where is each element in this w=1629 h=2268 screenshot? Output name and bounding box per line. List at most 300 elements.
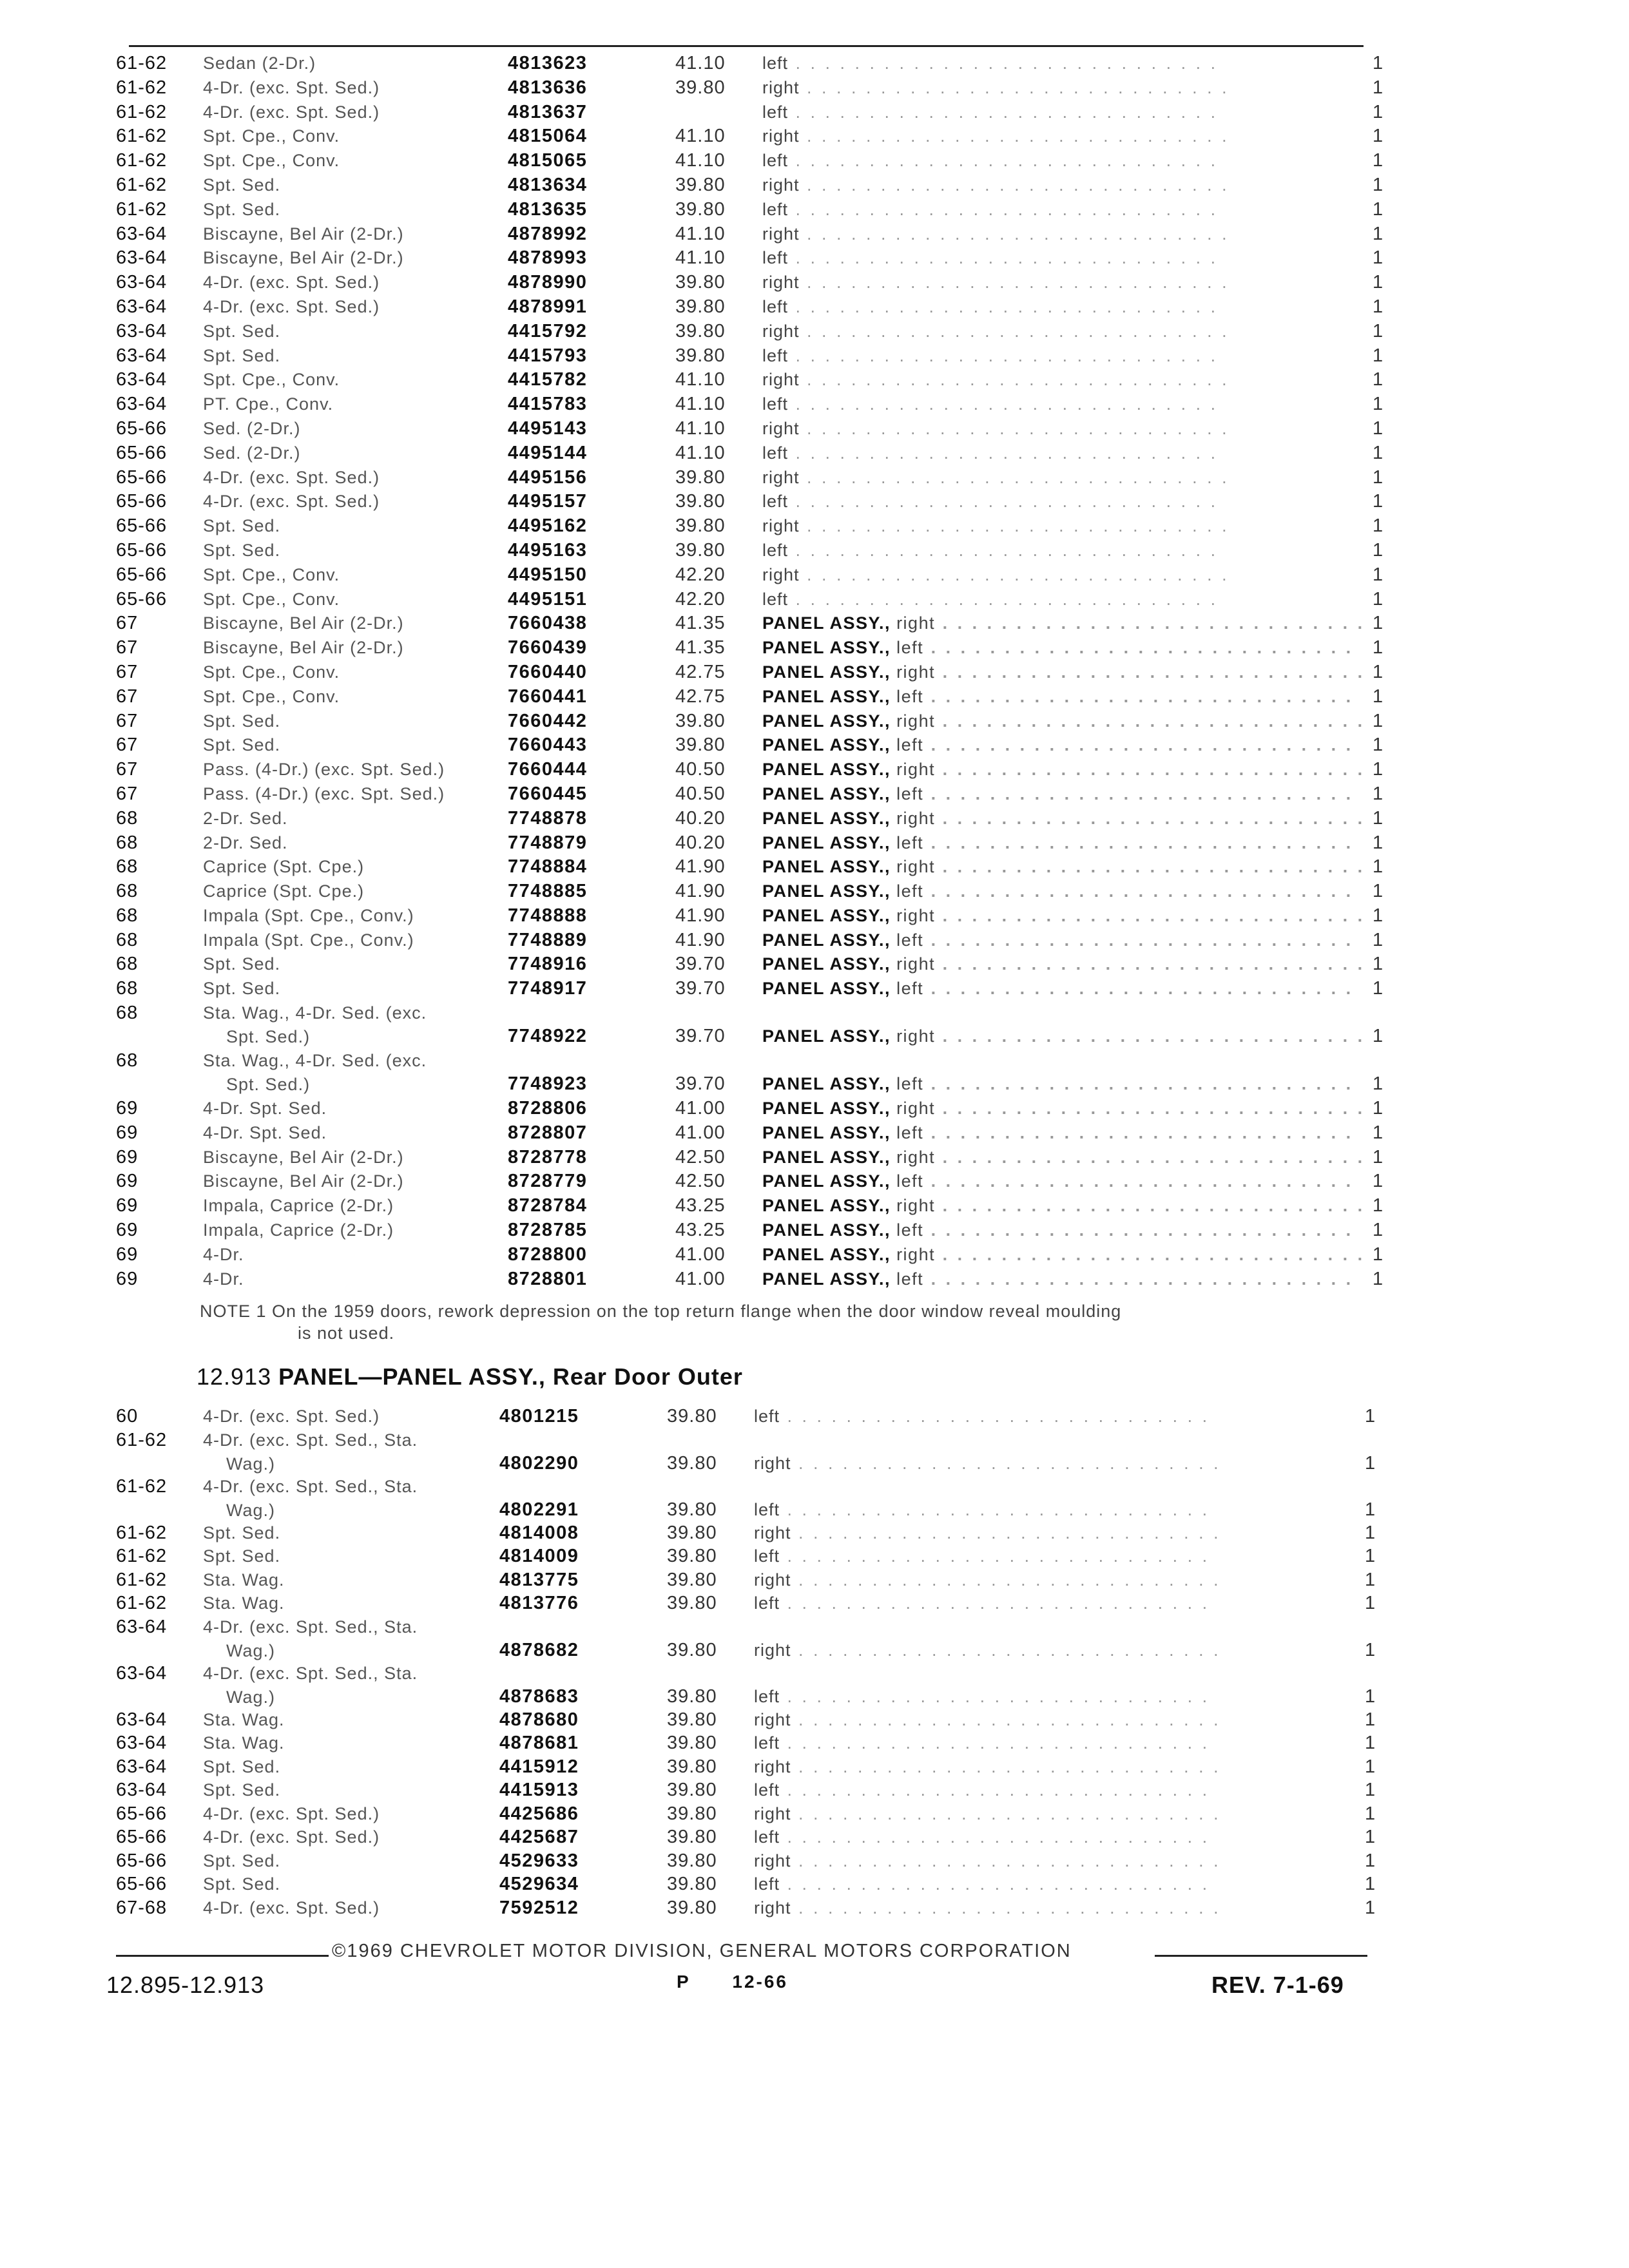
- reference-number: 41.90: [675, 929, 726, 950]
- leader-dots: . . . . . . . . . . . . . . . . . . . . . . . . . . . . .: [799, 418, 1229, 438]
- description-text: left: [754, 1780, 780, 1800]
- part-number: 4802291: [499, 1499, 579, 1520]
- reference-number: 39.80: [667, 1733, 717, 1753]
- part-number: 7748916: [508, 954, 588, 975]
- model-cell: [203, 124, 551, 148]
- reference-number: 39.80: [675, 735, 726, 756]
- description-cell: [754, 1639, 1221, 1662]
- model-text: Spt. Cpe., Conv.: [203, 370, 340, 390]
- leader-dots: . . . . . . . . . . . . . . . . . . . . . . . . . . . . .: [788, 443, 1219, 463]
- year-cell: 69: [116, 1268, 139, 1289]
- description-text: left: [754, 1874, 780, 1894]
- year-cell: 61-62: [116, 101, 168, 122]
- description-cell: [754, 1825, 1210, 1849]
- model-cell: [203, 417, 551, 441]
- leader-dots: . . . . . . . . . . . . . . . . . . . . . . . . . . . . .: [788, 540, 1219, 560]
- description-text: left: [754, 1593, 780, 1613]
- quantity: 1: [1373, 661, 1383, 682]
- reference-number: 39.80: [667, 1639, 717, 1660]
- leader-dots: . . . . . . . . . . . . . . . . . . . . . . . . . . . . .: [788, 296, 1219, 316]
- table-row: [116, 1896, 1411, 1920]
- quantity: 1: [1373, 223, 1383, 244]
- description-cell: [762, 1194, 1365, 1218]
- leader-dots: . . . . . . . . . . . . . . . . . . . . . . . . . . . . .: [780, 1827, 1210, 1847]
- quantity: 1: [1365, 1546, 1376, 1566]
- description-text: PANEL ASSY.,: [762, 857, 891, 877]
- description-cell: [762, 1267, 1353, 1292]
- table-row: [116, 709, 1411, 734]
- description-text: PANEL ASSY.,: [762, 1074, 891, 1094]
- model-cell: [203, 660, 551, 684]
- year-cell: 63-64: [116, 223, 168, 244]
- model-text: Spt. Sed.: [203, 1523, 281, 1542]
- model-cell: [203, 1872, 551, 1896]
- part-number: 4878993: [508, 247, 588, 269]
- leader-dots: . . . . . . . . . . . . . . . . . . . . . . . . . . . . .: [935, 1196, 1365, 1216]
- description-text: PANEL ASSY.,: [762, 662, 891, 682]
- side-text: left: [891, 783, 924, 803]
- model-text: 4-Dr. (exc. Spt. Sed.): [203, 77, 380, 97]
- model-text: Spt. Sed.: [203, 1546, 281, 1566]
- description-cell: [762, 977, 1353, 1001]
- quantity: 1: [1373, 1122, 1383, 1143]
- model-cell: [203, 977, 551, 1001]
- year-cell: 67: [116, 661, 139, 682]
- table-row: [116, 1778, 1411, 1802]
- model-cell: [203, 879, 551, 903]
- year-cell: 67: [116, 735, 139, 756]
- year-cell: 68: [116, 832, 139, 853]
- part-number: 7660441: [508, 686, 588, 707]
- copyright-notice: ©1969 CHEVROLET MOTOR DIVISION, GENERAL MOTORS CORPORATION: [332, 1941, 1072, 1961]
- description-cell: [762, 514, 1229, 539]
- page-number-value: 12-66: [732, 1972, 788, 1992]
- table-row: [116, 76, 1411, 101]
- side-text: left: [891, 1171, 924, 1191]
- year-cell: 63-64: [116, 320, 168, 341]
- reference-number: 39.80: [667, 1593, 717, 1613]
- part-number: 4814008: [499, 1522, 579, 1543]
- year-cell: 68: [116, 807, 139, 829]
- part-number: 4815064: [508, 126, 588, 147]
- model-text: Spt. Sed.: [203, 199, 281, 219]
- year-cell: 63-64: [116, 1756, 168, 1777]
- model-text: 2-Dr. Sed.: [203, 808, 288, 828]
- part-number: 7660444: [508, 759, 588, 780]
- year-cell: 65-66: [116, 1803, 168, 1824]
- description-cell: [762, 660, 1365, 685]
- description-text: PANEL ASSY.,: [762, 1171, 891, 1191]
- reference-number: 39.70: [675, 1026, 726, 1047]
- description-text: PANEL ASSY.,: [762, 979, 891, 999]
- reference-number: 41.35: [675, 637, 726, 658]
- model-cell: [203, 1615, 551, 1663]
- leader-dots: . . . . . . . . . . . . . . . . . . . . . . . . . . . . .: [923, 686, 1354, 706]
- model-text: Sedan (2-Dr.): [203, 53, 316, 73]
- section-panel-title: PANEL—PANEL ASSY.,: [278, 1363, 546, 1390]
- year-cell: 63-64: [116, 1733, 168, 1753]
- table-row: [116, 1001, 1411, 1049]
- model-cell: [203, 1825, 551, 1849]
- quantity: 1: [1373, 515, 1383, 537]
- description-cell: [762, 1097, 1365, 1121]
- model-cell: [203, 928, 551, 952]
- reference-number: 40.50: [675, 783, 726, 804]
- reference-number: 41.35: [675, 613, 726, 634]
- leader-dots: . . . . . . . . . . . . . . . . . . . . . . . . . . . . .: [788, 492, 1219, 512]
- quantity: 1: [1373, 296, 1383, 317]
- description-cell: [754, 1708, 1221, 1732]
- part-number: 4495163: [508, 539, 588, 561]
- model-cell: [203, 320, 551, 343]
- description-text: left: [754, 1827, 780, 1847]
- description-text: right: [762, 126, 800, 146]
- description-cell: [762, 563, 1229, 588]
- leader-dots: . . . . . . . . . . . . . . . . . . . . . . . . . . . . .: [780, 1593, 1210, 1613]
- table-row: [116, 1428, 1411, 1475]
- reference-number: 39.80: [675, 174, 726, 195]
- table-row: [116, 1568, 1411, 1592]
- year-cell: 61-62: [116, 1569, 168, 1590]
- model-text: Spt. Cpe., Conv.: [203, 151, 340, 171]
- table-row: [116, 441, 1411, 466]
- part-number: 4495150: [508, 564, 588, 585]
- year-cell: 69: [116, 1220, 139, 1241]
- leader-dots: . . . . . . . . . . . . . . . . . . . . . . . . . . . . .: [935, 760, 1365, 780]
- model-text-continued: Wag.): [226, 1640, 276, 1660]
- model-text: Biscayne, Bel Air (2-Dr.): [203, 638, 404, 658]
- part-number: 4529634: [499, 1874, 579, 1894]
- model-cell: [203, 1755, 551, 1779]
- description-cell: [762, 222, 1229, 247]
- model-text: Spt. Sed.: [203, 1780, 281, 1800]
- description-text: left: [754, 1546, 780, 1566]
- side-text: left: [891, 930, 924, 950]
- side-text: left: [891, 1122, 924, 1142]
- description-cell: [762, 1243, 1365, 1267]
- table-row: [116, 320, 1411, 344]
- part-number: 4415793: [508, 345, 588, 366]
- reference-number: 41.10: [675, 394, 726, 415]
- table-row: [116, 271, 1411, 295]
- description-text: PANEL ASSY.,: [762, 735, 891, 755]
- description-cell: [762, 417, 1229, 441]
- part-number: 4813776: [499, 1593, 579, 1613]
- leader-dots: . . . . . . . . . . . . . . . . . . . . . . . . . . . . .: [799, 77, 1229, 97]
- description-cell: [754, 1452, 1221, 1475]
- description-text: PANEL ASSY.,: [762, 1147, 891, 1167]
- part-number: 7748917: [508, 978, 588, 999]
- reference-number: 41.00: [675, 1098, 726, 1119]
- leader-dots: . . . . . . . . . . . . . . . . . . . . . . . . . . . . .: [923, 1074, 1354, 1094]
- footnote: [200, 1300, 1334, 1344]
- description-text: left: [762, 199, 789, 219]
- table-row: [116, 1591, 1411, 1615]
- reference-number: 41.00: [675, 1122, 726, 1143]
- quantity: 1: [1373, 759, 1383, 780]
- description-cell: [762, 441, 1218, 466]
- description-cell: [762, 904, 1365, 928]
- reference-number: 39.80: [675, 198, 726, 220]
- leader-dots: . . . . . . . . . . . . . . . . . . . . . . . . . . . . .: [923, 930, 1354, 950]
- description-text: right: [762, 516, 800, 536]
- part-number: 4813775: [499, 1569, 579, 1590]
- model-text: Spt. Cpe., Conv.: [203, 686, 340, 706]
- model-text: Impala (Spt. Cpe., Conv.): [203, 930, 414, 950]
- model-text: 4-Dr. (exc. Spt. Sed.): [203, 467, 380, 487]
- reference-number: 39.80: [667, 1709, 717, 1730]
- side-text: left: [891, 638, 924, 658]
- quantity: 1: [1373, 735, 1383, 756]
- model-text: Spt. Sed.: [203, 979, 281, 999]
- description-cell: [762, 1121, 1353, 1146]
- revision-date: REV. 7-1-69: [1211, 1972, 1344, 1998]
- model-text: Sta. Wag.: [203, 1593, 285, 1613]
- quantity: 1: [1365, 1593, 1376, 1613]
- side-text: right: [891, 711, 936, 731]
- part-number: 8728784: [508, 1195, 588, 1216]
- reference-number: 39.80: [667, 1499, 717, 1520]
- part-number: 4815065: [508, 150, 588, 171]
- reference-number: 42.50: [675, 1171, 726, 1192]
- year-cell: 69: [116, 1171, 139, 1192]
- model-cell: [203, 1544, 551, 1568]
- part-number: 4878683: [499, 1686, 579, 1707]
- year-cell: 61-62: [116, 174, 168, 195]
- part-number: 8728801: [508, 1268, 588, 1289]
- quantity: 1: [1373, 881, 1383, 902]
- description-cell: [754, 1685, 1210, 1709]
- quantity: 1: [1373, 710, 1383, 731]
- table-row: [116, 222, 1411, 247]
- reference-number: 39.80: [667, 1803, 717, 1824]
- model-cell: [203, 1849, 551, 1873]
- model-text: 4-Dr. (exc. Spt. Sed.): [203, 296, 380, 316]
- model-cell: [203, 1169, 551, 1193]
- reference-number: 39.80: [667, 1780, 717, 1800]
- side-text: right: [891, 905, 936, 925]
- table-row: [116, 879, 1411, 904]
- reference-number: 39.70: [675, 954, 726, 975]
- year-cell: 69: [116, 1195, 139, 1216]
- part-number: 7660438: [508, 613, 588, 634]
- model-text: Sta. Wag.: [203, 1709, 285, 1729]
- part-number: 7660439: [508, 637, 588, 658]
- reference-number: 41.00: [675, 1268, 726, 1289]
- description-text: right: [762, 564, 800, 584]
- model-text: 4-Dr. (exc. Spt. Sed., Sta.: [203, 1663, 418, 1683]
- table-row: [116, 1662, 1411, 1708]
- description-text: left: [762, 296, 789, 316]
- leader-dots: . . . . . . . . . . . . . . . . . . . . . . . . . . . . .: [923, 735, 1354, 755]
- model-cell: [203, 1475, 551, 1523]
- description-text: right: [762, 467, 800, 487]
- year-cell: 69: [116, 1098, 139, 1119]
- table-row: [116, 52, 1411, 76]
- description-text: PANEL ASSY.,: [762, 1122, 891, 1142]
- section-heading: [197, 1363, 743, 1390]
- model-cell: [203, 1405, 551, 1428]
- reference-number: 39.80: [675, 77, 726, 98]
- model-cell: [203, 514, 551, 538]
- model-text: 4-Dr. (exc. Spt. Sed.): [203, 1407, 380, 1426]
- model-cell: [203, 539, 551, 562]
- reference-number: 39.80: [667, 1452, 717, 1474]
- side-text: left: [891, 686, 924, 706]
- top-rule: [129, 45, 1364, 47]
- description-text: right: [762, 273, 800, 293]
- description-text: PANEL ASSY.,: [762, 1244, 891, 1264]
- footer-rule-left: [116, 1955, 329, 1957]
- description-cell: [754, 1896, 1221, 1920]
- year-cell: 63-64: [116, 1662, 168, 1684]
- side-text: left: [891, 1074, 924, 1094]
- model-text: Impala, Caprice (2-Dr.): [203, 1196, 394, 1216]
- part-number: 4495156: [508, 466, 588, 488]
- description-cell: [754, 1802, 1221, 1826]
- model-cell: [203, 831, 551, 855]
- section-code: 12.913: [197, 1363, 272, 1390]
- quantity: 1: [1373, 832, 1383, 853]
- model-cell: [203, 222, 551, 246]
- leader-dots: . . . . . . . . . . . . . . . . . . . . . . . . . . . . .: [923, 1269, 1354, 1289]
- footnote-line-1: NOTE 1 On the 1959 doors, rework depression on the top return flange when the door window reveal moulding: [200, 1302, 1122, 1321]
- description-cell: [762, 1146, 1365, 1170]
- description-text: right: [762, 224, 800, 244]
- part-number: 4529633: [499, 1850, 579, 1871]
- quantity: 1: [1373, 174, 1383, 195]
- part-number: 4415792: [508, 320, 588, 341]
- description-cell: [754, 1544, 1210, 1568]
- page-letter: P: [677, 1972, 691, 1992]
- model-text: 4-Dr. (exc. Spt. Sed.): [203, 102, 380, 122]
- model-cell: [203, 344, 551, 368]
- part-number: 4878680: [499, 1709, 579, 1730]
- year-cell: 67: [116, 759, 139, 780]
- model-cell: [203, 1662, 551, 1709]
- model-text: Spt. Sed.: [203, 711, 281, 731]
- reference-number: 40.20: [675, 832, 726, 853]
- quantity: 1: [1373, 394, 1383, 415]
- leader-dots: . . . . . . . . . . . . . . . . . . . . . . . . . . . . .: [799, 321, 1229, 341]
- quantity: 1: [1373, 564, 1383, 585]
- year-cell: 61-62: [116, 198, 168, 220]
- year-cell: 63-64: [116, 345, 168, 366]
- side-text: left: [891, 979, 924, 999]
- quantity: 1: [1373, 929, 1383, 950]
- part-number: 8728807: [508, 1122, 588, 1143]
- part-number: 4813636: [508, 77, 588, 98]
- quantity: 1: [1373, 272, 1383, 293]
- quantity: 1: [1365, 1803, 1376, 1824]
- description-text: PANEL ASSY.,: [762, 905, 891, 925]
- model-cell: [203, 76, 551, 100]
- leader-dots: . . . . . . . . . . . . . . . . . . . . . . . . . . . . .: [799, 467, 1229, 487]
- description-text: PANEL ASSY.,: [762, 686, 891, 706]
- description-text: PANEL ASSY.,: [762, 760, 891, 780]
- table-row: [116, 1708, 1411, 1732]
- year-cell: 67: [116, 686, 139, 707]
- table-row: [116, 831, 1411, 856]
- model-cell: [203, 636, 551, 660]
- quantity: 1: [1373, 1195, 1383, 1216]
- part-number: 4813623: [508, 53, 588, 73]
- description-text: right: [754, 1640, 791, 1660]
- description-text: PANEL ASSY.,: [762, 832, 891, 852]
- year-cell: 63-64: [116, 1616, 168, 1637]
- description-cell: [762, 758, 1365, 782]
- part-number: 7748878: [508, 807, 588, 829]
- quantity: 1: [1373, 905, 1383, 926]
- model-cell: [203, 611, 551, 635]
- reference-number: 39.80: [675, 296, 726, 317]
- quantity: 1: [1373, 53, 1383, 73]
- model-text-continued: Wag.): [226, 1687, 276, 1707]
- leader-dots: . . . . . . . . . . . . . . . . . . . . . . . . . . . . .: [788, 53, 1219, 73]
- table-row: [116, 1267, 1411, 1292]
- description-cell: [762, 295, 1218, 320]
- quantity: 1: [1365, 1452, 1376, 1474]
- description-cell: [754, 1778, 1210, 1802]
- side-text: right: [891, 954, 936, 974]
- year-cell: 63-64: [116, 247, 168, 269]
- table-row: [116, 1872, 1411, 1896]
- year-cell: 67: [116, 613, 139, 634]
- description-cell: [762, 344, 1218, 369]
- leader-dots: . . . . . . . . . . . . . . . . . . . . . . . . . . . . .: [791, 1709, 1221, 1729]
- table-row: [116, 733, 1411, 758]
- description-text: left: [762, 540, 789, 560]
- description-cell: [762, 271, 1229, 295]
- reference-number: 39.70: [675, 1073, 726, 1095]
- part-number: 7748923: [508, 1073, 588, 1095]
- leader-dots: . . . . . . . . . . . . . . . . . . . . . . . . . . . . .: [935, 954, 1365, 974]
- quantity: 1: [1373, 1098, 1383, 1119]
- table-row: [116, 904, 1411, 928]
- description-text: right: [754, 1756, 791, 1776]
- description-text: PANEL ASSY.,: [762, 930, 891, 950]
- leader-dots: . . . . . . . . . . . . . . . . . . . . . . . . . . . . .: [780, 1733, 1210, 1753]
- description-cell: [762, 782, 1353, 807]
- reference-number: 39.80: [675, 710, 726, 731]
- reference-number: 39.80: [667, 1522, 717, 1543]
- model-text: Spt. Sed.: [203, 540, 281, 560]
- leader-dots: . . . . . . . . . . . . . . . . . . . . . . . . . . . . .: [788, 589, 1219, 609]
- leader-dots: . . . . . . . . . . . . . . . . . . . . . . . . . . . . .: [935, 662, 1365, 682]
- model-cell: [203, 392, 551, 416]
- description-cell: [762, 588, 1218, 612]
- reference-number: 41.10: [675, 418, 726, 439]
- part-number: 4878992: [508, 223, 588, 244]
- quantity: 1: [1365, 1827, 1376, 1847]
- model-cell: [203, 588, 551, 611]
- model-cell: [203, 368, 551, 392]
- year-cell: 63-64: [116, 394, 168, 415]
- model-text: 4-Dr. (exc. Spt. Sed., Sta.: [203, 1430, 418, 1450]
- model-cell: [203, 271, 551, 294]
- quantity: 1: [1365, 1709, 1376, 1730]
- side-text: left: [891, 735, 924, 755]
- year-cell: 67-68: [116, 1897, 168, 1918]
- description-cell: [762, 1169, 1353, 1194]
- quantity: 1: [1373, 856, 1383, 878]
- model-cell: [203, 758, 551, 782]
- model-text: 4-Dr. (exc. Spt. Sed., Sta.: [203, 1476, 418, 1496]
- description-text: PANEL ASSY.,: [762, 1099, 891, 1119]
- side-text: right: [891, 662, 936, 682]
- part-number: 7660442: [508, 710, 588, 731]
- leader-dots: . . . . . . . . . . . . . . . . . . . . . . . . . . . . .: [799, 370, 1229, 390]
